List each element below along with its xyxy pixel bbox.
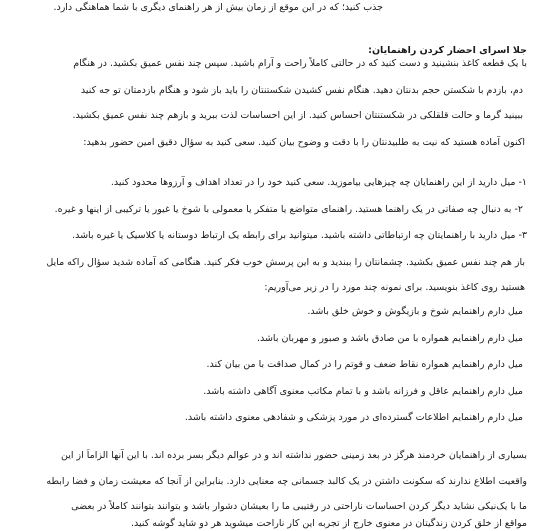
text-line: اکنون آماده هستید که نیت به طلبیدنتان را با دقت و وضوح بیان کنید. سعی کنید به سؤال دقیق امین حضور بدهید: <box>83 137 525 148</box>
text-line: هستید روی کاغذ بنویسید. برای نمونه چند مورد را در زیر می‌آوریم: <box>264 282 525 293</box>
section-heading: جلا اسرای احضار کردن راهنمایان: <box>368 45 527 56</box>
example-line: میل دارم راهنمایم شوخ و بازیگوش و خوش خلق باشد. <box>307 306 523 317</box>
text-line: ما با یک‌نیکی نشاید دیگر کردن احساسات ناراحتی در رفتیبی ما را بعیشان دشوار باشد و بتوانند بتوانند کاملاً در بعضی <box>71 501 527 512</box>
text-line: واقعیت اطلاع ندارند که سکونت داشتن در یک کالبد جسمانی چه معنایی دارد. بنابراین از آنجا که معیشت زمان و فضا رابطه <box>46 476 527 487</box>
example-line: میل دارم راهنمایم همواره با من صادق باشد و صبور و مهربان باشد. <box>256 333 523 344</box>
text-line: دم، بازدم با شکستن حجم بدنتان دهید. هنگام نفس کشیدن شکستنتان را باید باز شود و هنگام بازدمتان تو جه کنید <box>80 85 523 96</box>
text-line: بسیاری از راهنمایان خردمند هرگز در بعد زمینی حضور نداشته اند و در عوالم دیگر بسر برده اند. با این آنها الزاماً از این <box>60 450 527 461</box>
list-item: ۲- به دنبال چه صفاتی در یک راهنما هستید. راهنمای متواضع یا متفکر یا معمولی با شوخ یا غیور یا ترکیبی از اینها و غیره. <box>54 204 523 215</box>
example-line: میل دارم راهنمایم همواره نقاط ضعف و قوتم را در کمال صداقت با من بیان کند. <box>206 359 523 370</box>
text-line: باز هم چند نفس عمیق بکشید. چشمانتان را ببندید و به این پرسش خوب فکر کنید. هنگامی که آماده شدید سؤال راکه مایل <box>46 257 525 268</box>
text-line: با یک قطعه کاغذ بنشینید و دست کنید که در حالتی کاملاً راحت و آرام باشید. سپس چند نفس عمیق بکشید. در هنگام <box>73 58 527 69</box>
example-line: میل دارم راهنمایم اطلاعات گسترده‌ای در مورد پزشکی و شفادهی معنوی داشته باشد. <box>184 412 523 423</box>
list-item: ۱- میل دارید از این راهنمایان چه چیزهایی بیاموزید. سعی کنید خود را در تعداد اهداف و آرزوها محدود کنید. <box>110 177 527 188</box>
list-item: ۳- میل دارید با راهنمایتان چه ارتباطاتی داشته باشید. میتوانید برای رابطه یک ارتباط دوستانه یا کلاسیک یا غیره باشد. <box>72 230 527 241</box>
text-line: مواقع از خلق کردن زندگیتان در معنوی خارج از تجربه این کار ناراحت میشوید هر دو شاید گوشه کنید. <box>131 518 527 529</box>
text-line: ببینید گرما و حالت قلقلکی در شکستنتان احساس کنید. از این احساسات لذت ببرید و بازهم چند نفس عمیق بکشید. <box>72 110 523 121</box>
text-line: جذب کنید؛ که در این موقع از زمان بیش از هر راهنمای دیگری با شما هماهنگی دارد. <box>53 2 383 13</box>
example-line: میل دارم راهنمایم عاقل و فرزانه باشد و با تمام مکاتب معنوی آگاهی داشته باشد. <box>203 386 523 397</box>
